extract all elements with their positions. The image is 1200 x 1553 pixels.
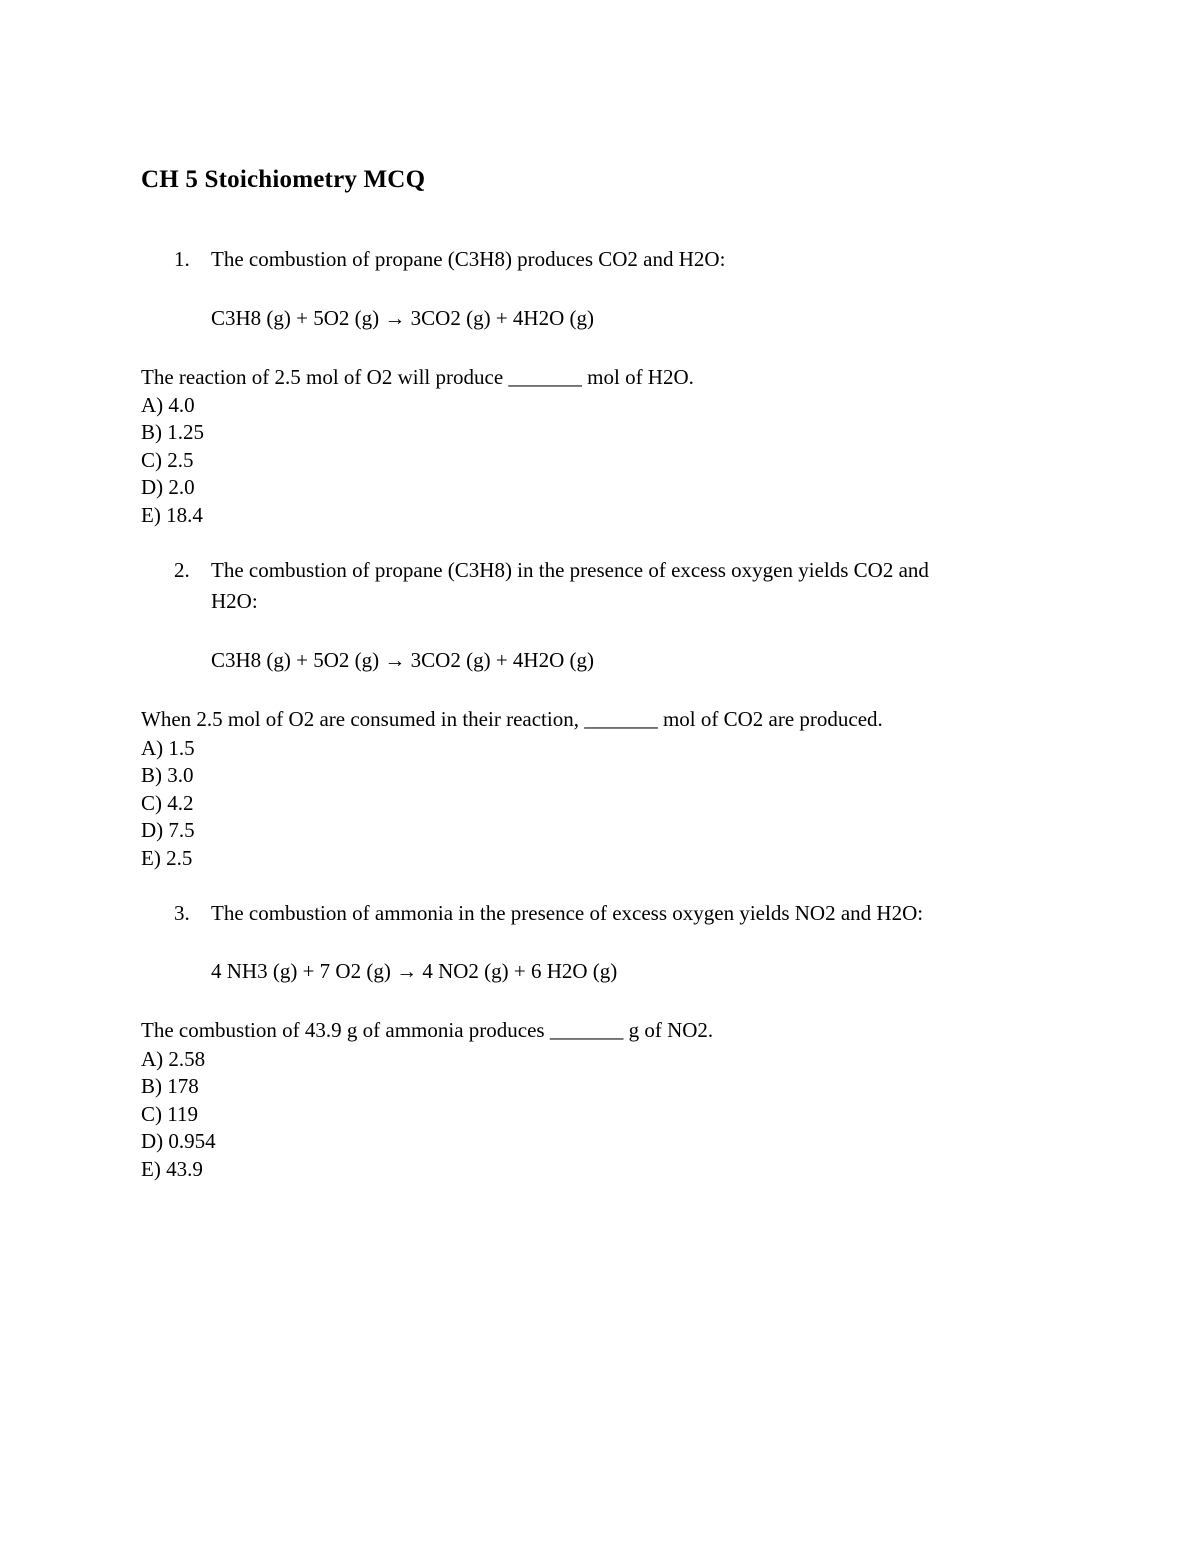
question-3-intro: The combustion of ammonia in the presence of excess oxygen yields NO2 and H2O: xyxy=(211,901,924,925)
question-1-number: 1. xyxy=(174,247,190,271)
question-1-intro: The combustion of propane (C3H8) produces CO2 and H2O: xyxy=(211,247,726,271)
question-3-equation: 4 NH3 (g) + 7 O2 (g) → 4 NO2 (g) + 6 H2O (g) xyxy=(211,959,618,983)
option-b: B) 1.25 xyxy=(141,420,204,445)
option-b: B) 3.0 xyxy=(141,763,194,788)
question-2-equation: C3H8 (g) + 5O2 (g) → 3CO2 (g) + 4H2O (g) xyxy=(211,648,594,672)
option-d: D) 7.5 xyxy=(141,818,195,843)
question-2-number: 2. xyxy=(174,558,190,582)
option-e: E) 43.9 xyxy=(141,1156,203,1181)
question-2-prompt: When 2.5 mol of O2 are consumed in their reaction, _______ mol of CO2 are produced. xyxy=(141,707,883,731)
option-a: A) 4.0 xyxy=(141,393,195,417)
question-3-prompt: The combustion of 43.9 g of ammonia produces _______ g of NO2. xyxy=(141,1018,714,1042)
option-e: E) 2.5 xyxy=(141,845,193,870)
option-d: D) 2.0 xyxy=(141,475,195,500)
question-1-options xyxy=(141,392,204,529)
question-2-options xyxy=(141,735,195,872)
question-3-number: 3. xyxy=(174,901,190,925)
question-2-intro-cont: H2O: xyxy=(211,589,258,613)
question-1-prompt: The reaction of 2.5 mol of O2 will produce _______ mol of H2O. xyxy=(141,365,694,389)
option-a: A) 1.5 xyxy=(141,736,195,760)
option-b: B) 178 xyxy=(141,1074,199,1099)
option-c: C) 119 xyxy=(141,1101,198,1126)
option-c: C) 2.5 xyxy=(141,447,194,472)
page-title: CH 5 Stoichiometry MCQ xyxy=(141,166,426,193)
question-1-equation: C3H8 (g) + 5O2 (g) → 3CO2 (g) + 4H2O (g) xyxy=(211,306,594,330)
question-3-options xyxy=(141,1046,216,1183)
option-e: E) 18.4 xyxy=(141,502,203,527)
option-c: C) 4.2 xyxy=(141,790,194,815)
question-2-intro: The combustion of propane (C3H8) in the presence of excess oxygen yields CO2 and xyxy=(211,558,929,582)
option-a: A) 2.58 xyxy=(141,1047,206,1071)
option-d: D) 0.954 xyxy=(141,1129,216,1154)
